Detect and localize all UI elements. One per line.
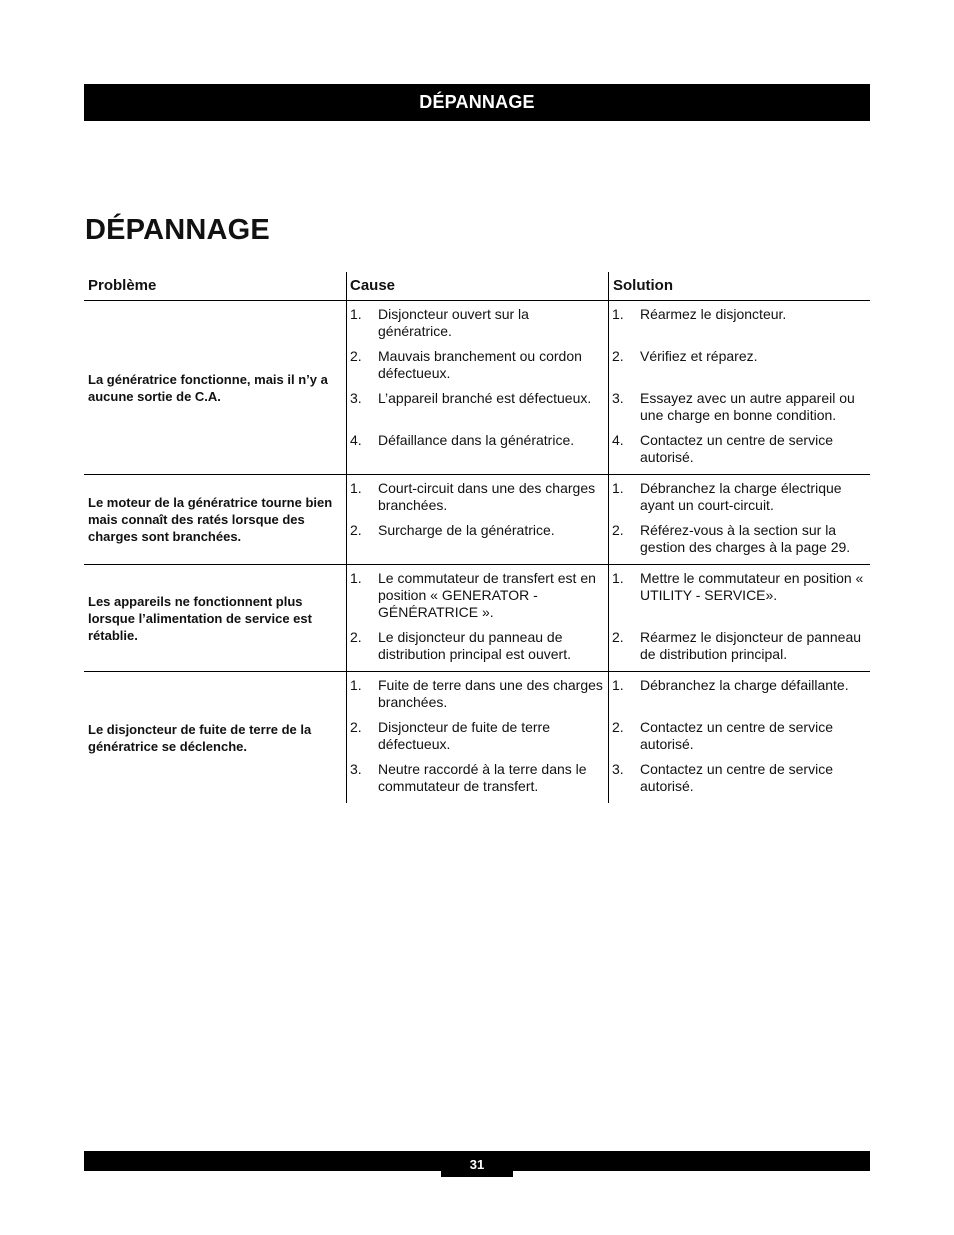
cause-text: Fuite de terre dans une des charges branchées. [378, 677, 603, 710]
solution-text: Vérifiez et réparez. [640, 348, 758, 364]
cause-number: 1. [350, 677, 362, 693]
cause-number: 2. [350, 522, 362, 538]
problem-cell: La génératrice fonctionne, mais il n’y a aucune sortie de C.A. [88, 371, 328, 404]
cause-item [347, 303, 608, 345]
cause-number: 2. [350, 348, 362, 364]
cause-number: 1. [350, 480, 362, 496]
cause-text: Disjoncteur ouvert sur la génératrice. [378, 306, 529, 339]
table-header-row [84, 272, 870, 301]
cause-text: L’appareil branché est défectueux. [378, 390, 592, 406]
table-row [84, 672, 870, 803]
solution-item [609, 674, 870, 716]
solution-number: 1. [612, 306, 624, 322]
solution-number: 2. [612, 348, 624, 364]
section-header-title: DÉPANNAGE [419, 92, 535, 112]
solution-item [609, 716, 870, 758]
cause-text: Défaillance dans la génératrice. [378, 432, 575, 448]
cause-item [347, 674, 608, 716]
solution-item [609, 477, 870, 519]
cause-text: Surcharge de la génératrice. [378, 522, 555, 538]
cause-cell [346, 475, 608, 564]
column-header-solution: Solution [608, 272, 870, 300]
solution-number: 2. [612, 629, 624, 645]
cause-number: 4. [350, 432, 362, 448]
cause-cell [346, 301, 608, 474]
solution-text: Réarmez le disjoncteur. [640, 306, 787, 322]
solution-cell [608, 475, 870, 564]
cause-text: Disjoncteur de fuite de terre défectueux. [378, 719, 550, 752]
solution-text: Débranchez la charge électrique ayant un court-circuit. [640, 480, 842, 513]
solution-item [609, 519, 870, 558]
cause-cell [346, 565, 608, 671]
solution-item [609, 303, 870, 345]
cause-text: Le disjoncteur du panneau de distribution principal est ouvert. [378, 629, 571, 662]
problem-cell: Les appareils ne fonctionnent plus lorsque l’alimentation de service est rétablie. [88, 593, 312, 643]
solution-text: Contactez un centre de service autorisé. [640, 761, 833, 794]
cause-item [347, 387, 608, 429]
solution-number: 1. [612, 570, 624, 586]
cause-number: 1. [350, 570, 362, 586]
cause-number: 1. [350, 306, 362, 322]
page-title: DÉPANNAGE [85, 214, 270, 246]
page-number [441, 1151, 513, 1177]
solution-item [609, 567, 870, 626]
table-row [84, 475, 870, 565]
cause-text: Le commutateur de transfert est en position « GENERATOR - GÉNÉRATRICE ». [378, 570, 596, 620]
table-row [84, 565, 870, 672]
solution-number: 2. [612, 719, 624, 735]
solution-text: Mettre le commutateur en position « UTILITY - SERVICE». [640, 570, 864, 603]
troubleshooting-table [84, 272, 870, 803]
solution-text: Référez-vous à la section sur la gestion des charges à la page 29. [640, 522, 851, 555]
solution-text: Contactez un centre de service autorisé. [640, 432, 833, 465]
solution-number: 3. [612, 761, 624, 777]
column-header-cause: Cause [346, 272, 608, 300]
cause-item [347, 429, 608, 468]
cause-number: 3. [350, 761, 362, 777]
solution-text: Débranchez la charge défaillante. [640, 677, 849, 693]
cause-text: Mauvais branchement ou cordon défectueux. [378, 348, 582, 381]
problem-cell: Le disjoncteur de fuite de terre de la génératrice se déclenche. [88, 721, 312, 754]
problem-cell: Le moteur de la génératrice tourne bien mais connaît des ratés lorsque des charges sont branchées. [88, 495, 333, 544]
cause-item [347, 626, 608, 665]
solution-number: 1. [612, 480, 624, 496]
solution-text: Essayez avec un autre appareil ou une charge en bonne condition. [640, 390, 855, 423]
solution-item [609, 345, 870, 387]
cause-item [347, 567, 608, 626]
cause-item [347, 477, 608, 519]
solution-text: Réarmez le disjoncteur de panneau de distribution principal. [640, 629, 862, 662]
cause-text: Neutre raccordé à la terre dans le commutateur de transfert. [378, 761, 587, 794]
table-row [84, 301, 870, 475]
page-number-text: 31 [469, 1156, 485, 1172]
solution-number: 4. [612, 432, 624, 448]
cause-number: 2. [350, 719, 362, 735]
solution-item [609, 429, 870, 468]
solution-number: 2. [612, 522, 624, 538]
column-header-problem: Problème [88, 277, 157, 294]
section-header-bar [84, 84, 870, 121]
solution-number: 1. [612, 677, 624, 693]
cause-item [347, 716, 608, 758]
cause-number: 2. [350, 629, 362, 645]
solution-cell [608, 301, 870, 474]
cause-item [347, 345, 608, 387]
cause-item [347, 758, 608, 797]
cause-text: Court-circuit dans une des charges branchées. [378, 480, 596, 513]
cause-cell [346, 672, 608, 803]
solution-item [609, 387, 870, 429]
solution-cell [608, 565, 870, 671]
solution-item [609, 626, 870, 665]
cause-number: 3. [350, 390, 362, 406]
solution-cell [608, 672, 870, 803]
solution-number: 3. [612, 390, 624, 406]
solution-text: Contactez un centre de service autorisé. [640, 719, 833, 752]
cause-item [347, 519, 608, 558]
solution-item [609, 758, 870, 797]
